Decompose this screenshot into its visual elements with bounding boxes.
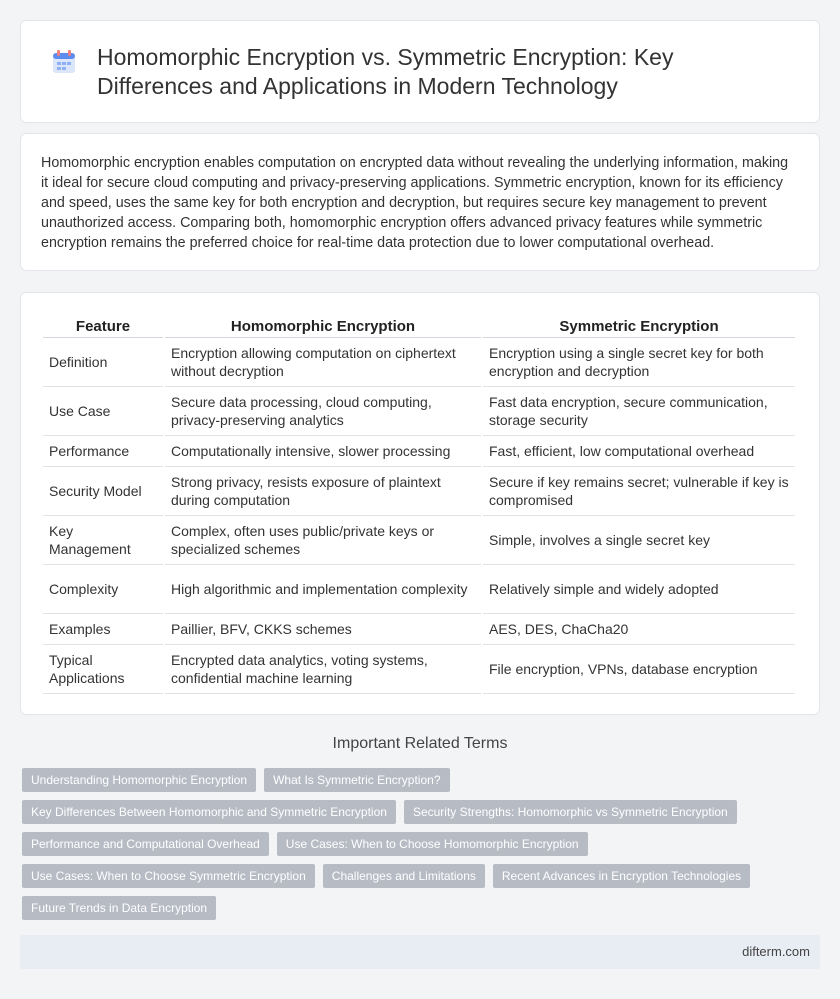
feature-cell: Complexity: [43, 565, 163, 614]
table-row: [43, 387, 795, 436]
symmetric-cell: Encryption using a single secret key for both encryption and decryption: [483, 338, 795, 387]
table-row: [43, 614, 795, 645]
related-terms-list: [22, 768, 822, 928]
feature-cell: Examples: [43, 614, 163, 645]
homomorphic-cell: Encryption allowing computation on ciphertext without decryption: [165, 338, 481, 387]
feature-cell: Key Management: [43, 516, 163, 565]
homomorphic-cell: Encrypted data analytics, voting systems, confidential machine learning: [165, 645, 481, 694]
feature-cell: Definition: [43, 338, 163, 387]
related-term-tag[interactable]: Key Differences Between Homomorphic and Symmetric Encryption: [22, 800, 396, 824]
symmetric-cell: File encryption, VPNs, database encryption: [483, 645, 795, 694]
related-term-tag[interactable]: Understanding Homomorphic Encryption: [22, 768, 256, 792]
column-header-feature: Feature: [43, 314, 163, 338]
table-row: [43, 645, 795, 694]
column-header-homomorphic: Homomorphic Encryption: [165, 314, 481, 338]
homomorphic-cell: Strong privacy, resists exposure of plaintext during computation: [165, 467, 481, 516]
feature-cell: Use Case: [43, 387, 163, 436]
tag-row: [22, 800, 822, 824]
symmetric-cell: AES, DES, ChaCha20: [483, 614, 795, 645]
footer-site-link[interactable]: difterm.com: [742, 944, 810, 959]
calendar-icon: [51, 49, 77, 75]
homomorphic-cell: Paillier, BFV, CKKS schemes: [165, 614, 481, 645]
symmetric-cell: Fast data encryption, secure communication, storage security: [483, 387, 795, 436]
table-row: [43, 516, 795, 565]
table-row: [43, 467, 795, 516]
tag-row: [22, 768, 822, 792]
column-header-symmetric: Symmetric Encryption: [483, 314, 795, 338]
header-card: [20, 20, 820, 123]
homomorphic-cell: Secure data processing, cloud computing, privacy-preserving analytics: [165, 387, 481, 436]
comparison-table: [41, 314, 797, 694]
homomorphic-cell: High algorithmic and implementation complexity: [165, 565, 481, 614]
comparison-table-card: [20, 292, 820, 715]
symmetric-cell: Relatively simple and widely adopted: [483, 565, 795, 614]
footer: [20, 935, 820, 969]
related-term-tag[interactable]: What Is Symmetric Encryption?: [264, 768, 449, 792]
related-terms-title: Important Related Terms: [332, 735, 508, 752]
table-header-row: [43, 314, 795, 338]
intro-card: [20, 133, 820, 271]
related-term-tag[interactable]: Performance and Computational Overhead: [22, 832, 269, 856]
feature-cell: Typical Applications: [43, 645, 163, 694]
tag-row: [22, 896, 822, 920]
table-row: [43, 436, 795, 467]
table-row: [43, 338, 795, 387]
feature-cell: Performance: [43, 436, 163, 467]
related-term-tag[interactable]: Use Cases: When to Choose Homomorphic Encryption: [277, 832, 588, 856]
related-term-tag[interactable]: Recent Advances in Encryption Technologies: [493, 864, 750, 888]
related-term-tag[interactable]: Future Trends in Data Encryption: [22, 896, 216, 920]
tag-row: [22, 864, 822, 888]
symmetric-cell: Fast, efficient, low computational overhead: [483, 436, 795, 467]
related-term-tag[interactable]: Security Strengths: Homomorphic vs Symmetric Encryption: [404, 800, 737, 824]
related-term-tag[interactable]: Challenges and Limitations: [323, 864, 485, 888]
feature-cell: Security Model: [43, 467, 163, 516]
homomorphic-cell: Computationally intensive, slower processing: [165, 436, 481, 467]
symmetric-cell: Simple, involves a single secret key: [483, 516, 795, 565]
page-title: Homomorphic Encryption vs. Symmetric Encryption: Key Differences and Applications in Modern Technology: [97, 43, 674, 99]
homomorphic-cell: Complex, often uses public/private keys or specialized schemes: [165, 516, 481, 565]
tag-row: [22, 832, 822, 856]
table-row: [43, 565, 795, 614]
intro-paragraph: Homomorphic encryption enables computation on encrypted data without revealing the underlying information, making it ideal for secure cloud computing and privacy-preserving applications. Symmetric encryption, known for its efficiency and speed, uses the same key for both encryption and decryption, but requires secure key management to prevent unauthorized access. Comparing both, homomorphic encryption offers advanced privacy features while symmetric encryption remains the preferred choice for real-time data protection due to lower computational overhead.: [41, 155, 789, 251]
related-term-tag[interactable]: Use Cases: When to Choose Symmetric Encryption: [22, 864, 315, 888]
symmetric-cell: Secure if key remains secret; vulnerable if key is compromised: [483, 467, 795, 516]
